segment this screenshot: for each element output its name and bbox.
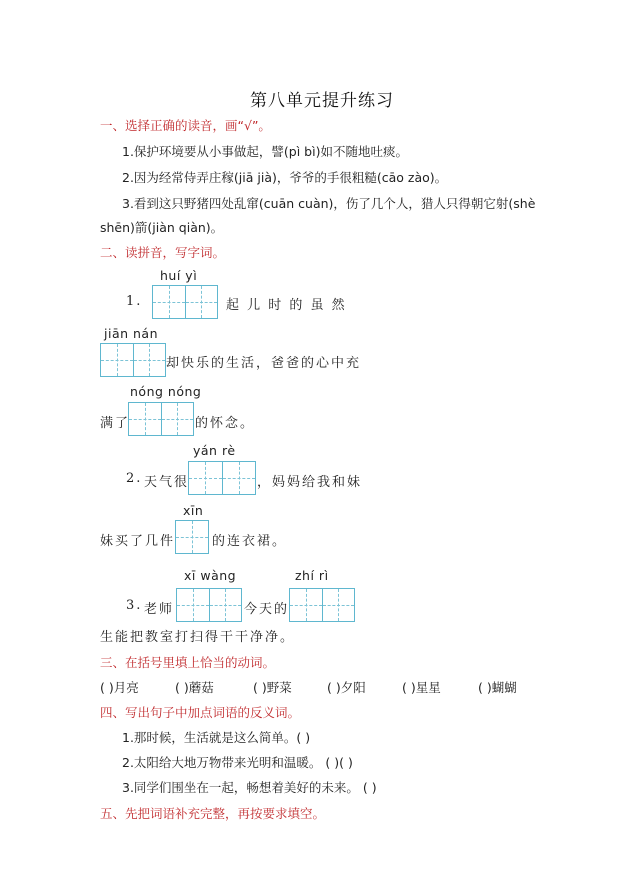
- fill-blank-4[interactable]: ( )夕阳: [327, 680, 366, 695]
- q2-text-1a: 天气很: [144, 475, 190, 490]
- q1-text-2: 却快乐的生活，爸爸的心中充: [166, 356, 362, 371]
- q1-number: 1.: [126, 294, 143, 309]
- answer-box-jian-nan[interactable]: [100, 343, 166, 377]
- pinyin-hui-yi: huí yì: [160, 268, 198, 283]
- pinyin-jian-nan: jiān nán: [104, 326, 159, 341]
- page-title: 第八单元提升练习: [250, 91, 394, 111]
- q2-text-2b: 的连衣裙。: [212, 534, 288, 549]
- pinyin-xi-wang: xī wàng: [184, 568, 237, 583]
- q3-number: 3.: [126, 598, 143, 613]
- section-1-item-3: 3.看到这只野猪四处乱窜(cuān cuàn)，伤了几个人，猎人只得朝它射(shè: [122, 196, 536, 211]
- answer-box-xin[interactable]: [175, 520, 209, 554]
- fill-blank-6[interactable]: ( )蝴蝴: [478, 680, 517, 695]
- fill-blank-1[interactable]: ( )月亮: [100, 680, 139, 695]
- fill-blank-2[interactable]: ( )蘑菇: [175, 680, 214, 695]
- section-1-item-3-cont: shēn)箭(jiàn qiàn)。: [100, 220, 224, 235]
- section-4-item-3[interactable]: 3.同学们围坐在一起，畅想着美好的未来。 ( ): [122, 780, 377, 795]
- answer-box-yan-re[interactable]: [188, 461, 256, 495]
- answer-box-nong-nong[interactable]: [128, 402, 194, 436]
- q3-text-1a: 老师: [144, 602, 175, 617]
- q2-text-1b: ，妈妈给我和妹: [257, 475, 363, 490]
- answer-box-xi-wang[interactable]: [176, 588, 242, 622]
- q2-text-2a: 妹买了几件: [100, 534, 176, 549]
- q2-number: 2.: [126, 471, 143, 486]
- section-5-heading: 五、先把词语补充完整，再按要求填空。: [100, 806, 326, 821]
- answer-box-hui-yi[interactable]: [152, 285, 218, 319]
- answer-box-zhi-ri[interactable]: [289, 588, 355, 622]
- q1-text-1: 起 儿 时 的 虽 然: [226, 298, 347, 313]
- section-1-item-2: 2.因为经常侍弄庄稼(jiā jià)，爷爷的手很粗糙(cāo zào)。: [122, 170, 448, 185]
- q1-text-3b: 的怀念。: [195, 416, 256, 431]
- q3-text-1b: 今天的: [244, 602, 290, 617]
- q3-text-2: 生能把教室打扫得干干净净。: [100, 630, 296, 645]
- pinyin-zhi-ri: zhí rì: [295, 568, 329, 583]
- section-4-item-2[interactable]: 2.太阳给大地万物带来光明和温暖。 ( )( ): [122, 755, 353, 770]
- fill-blank-3[interactable]: ( )野菜: [253, 680, 292, 695]
- pinyin-xin: xīn: [183, 503, 204, 518]
- section-1-item-1: 1.保护环境要从小事做起，譬(pì bì)如不随地吐痰。: [122, 144, 408, 159]
- pinyin-yan-re: yán rè: [193, 443, 236, 458]
- section-4-heading: 四、写出句子中加点词语的反义词。: [100, 705, 301, 720]
- section-1-heading: 一、选择正确的读音，画“√”。: [100, 118, 271, 133]
- fill-blank-5[interactable]: ( )星星: [402, 680, 441, 695]
- q1-text-3a: 满了: [100, 416, 131, 431]
- section-2-heading: 二、读拼音，写字词。: [100, 245, 226, 260]
- section-4-item-1[interactable]: 1.那时候，生活就是这么简单。( ): [122, 730, 311, 745]
- section-3-heading: 三、在括号里填上恰当的动词。: [100, 655, 276, 670]
- pinyin-nong-nong: nóng nóng: [130, 384, 202, 399]
